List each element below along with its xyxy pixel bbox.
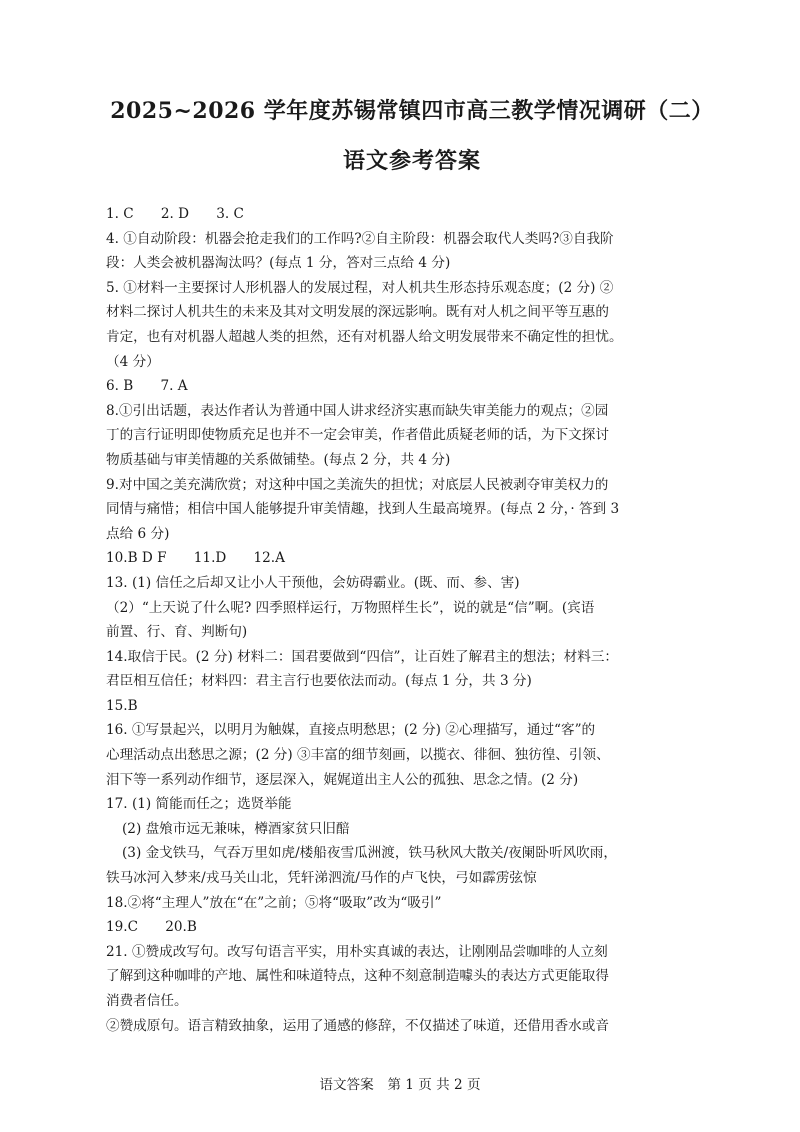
- answer-line: 点给 6 分): [106, 525, 170, 542]
- answer-line: 心理活动点出愁思之源；(2 分) ③丰富的细节刻画，以揽衣、徘徊、独彷徨、引领、: [106, 747, 610, 764]
- answer-line: 前置、行、育、判断句): [106, 624, 248, 641]
- answer-line: 15.B: [106, 697, 138, 714]
- answer-body: [106, 202, 718, 1038]
- answer-line: 同情与痛惜；相信中国人能够提升审美情趣，找到人生最高境界。(每点 2 分，· 答到 3: [106, 501, 620, 518]
- answer-line: 4. ①自动阶段：机器会抢走我们的工作吗?②自主阶段：机器会取代人类吗?③自我阶: [106, 230, 614, 247]
- answer-line: 段：人类会被机器淘汰吗？(每点 1 分，答对三点给 4 分): [106, 255, 451, 272]
- answer-line: 16. ①写景起兴，以明月为触媒，直接点明愁思；(2 分) ②心理描写，通过“客”的: [106, 722, 596, 739]
- answer-line: (3) 金戈铁马，气吞万里如虎/楼船夜雪瓜洲渡，铁马秋风大散关/夜阑卧听风吹雨，: [122, 845, 617, 862]
- answer-line: 君臣相互信任；材料四：君主言行也要依法而动。(每点 1 分，共 3 分): [106, 673, 532, 690]
- answer-line: 泪下等一系列动作细节，逐层深入，娓娓道出主人公的孤独、思念之情。(2 分): [106, 771, 579, 788]
- answer-line: 5. ①材料一主要探讨人形机器人的发展过程，对人机共生形态持乐观态度；(2 分) ②: [106, 279, 614, 296]
- answer-line: 肯定，也有对机器人超越人类的担然，还有对机器人给文明发展带来不确定性的担忧。: [106, 328, 623, 345]
- answer-line: （2）“上天说了什么呢? 四季照样运行，万物照样生长”，说的就是“信”啊。(宾语: [106, 599, 595, 616]
- answer-line: 18.②将“主理人”放在“在”之前；⑤将“吸取”改为“吸引”: [106, 894, 442, 911]
- answer-line: 了解到这种咖啡的产地、属性和味道特点，这种不刻意制造噱头的表达方式更能取得: [106, 968, 609, 985]
- answer-line: 6. B 7. A: [106, 378, 188, 395]
- answer-line: 8.①引出话题，表达作者认为普通中国人讲求经济实惠而缺失审美能力的观点；②园: [106, 402, 609, 419]
- answer-line: 10.B D F 11.D 12.A: [106, 550, 285, 567]
- answer-line: 19.C 20.B: [106, 919, 197, 936]
- page-subtitle: 语文参考答案: [342, 148, 481, 174]
- answer-line: 21. ①赞成改写句。改写句语言平实，用朴实真诚的表达，让刚刚品尝咖啡的人立刻: [106, 943, 608, 960]
- answer-line: 13. (1) 信任之后却又让小人干预他，会妨碍霸业。(既、而、参、害): [106, 574, 520, 591]
- answer-line: 9.对中国之美充满欣赏；对这种中国之美流失的担忧；对底层人民被剥夺审美权力的: [106, 476, 609, 493]
- answer-line: 物质基础与审美情趣的关系做铺垫。(每点 2 分，共 4 分): [106, 451, 451, 468]
- page-footer: 语文答案 第 1 页 共 2 页: [319, 1077, 481, 1093]
- answer-line: 14.取信于民。(2 分) 材料二：国君要做到“四信”，让百姓了解君主的想法；材料三：: [106, 648, 619, 665]
- answer-line: (2) 盘飧市远无兼味，樽酒家贫只旧醅: [122, 820, 350, 837]
- answer-line: 铁马冰河入梦来/戎马关山北，凭轩涕泗流/马作的卢飞快，弓如霹雳弦惊: [106, 870, 537, 887]
- answer-line: 丁的言行证明即使物质充足也并不一定会审美，作者借此质疑老师的话，为下文探讨: [106, 427, 609, 444]
- answer-line: 材料二探讨人机共生的未来及其对文明发展的深远影响。既有对人机之间平等互惠的: [106, 304, 609, 321]
- answer-line: 1. C 2. D 3. C: [106, 206, 244, 222]
- answer-line: 消费者信任。: [106, 993, 188, 1009]
- answer-line: 17. (1) 简能而任之；选贤举能: [106, 796, 292, 813]
- answer-line: ②赞成原句。语言精致抽象，运用了通感的修辞，不仅描述了味道，还借用香水或音: [106, 1017, 609, 1034]
- answer-line: （4 分）: [106, 353, 160, 370]
- page-title: 2025~2026 学年度苏锡常镇四市高三教学情况调研（二）: [110, 98, 714, 124]
